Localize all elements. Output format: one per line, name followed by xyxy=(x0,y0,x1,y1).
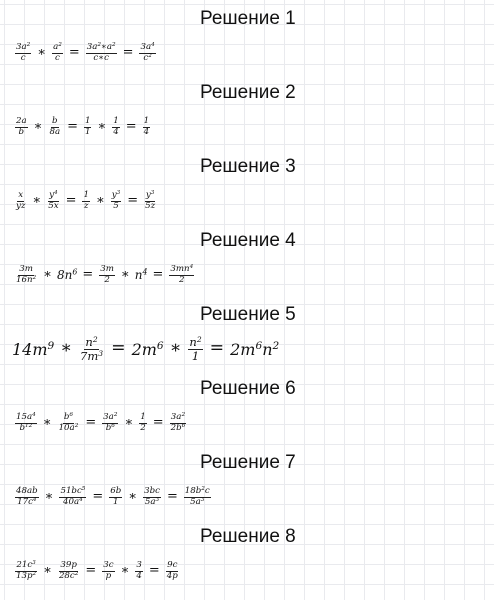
math-text: 3bc xyxy=(144,486,160,497)
equals-sign: = xyxy=(85,414,97,430)
exponent: 6 xyxy=(69,412,74,419)
formula xyxy=(14,552,180,590)
math-text: 1 xyxy=(191,348,200,363)
math-text: 3mn xyxy=(170,264,190,275)
denominator xyxy=(83,202,90,211)
math-text: 8a xyxy=(49,126,61,137)
denominator xyxy=(144,202,156,211)
math-text: x xyxy=(18,190,24,201)
math-text: 2m xyxy=(131,339,157,359)
multiply-sign: ∗ xyxy=(37,44,47,60)
math-text: 48ab xyxy=(16,486,38,497)
exponent: 2 xyxy=(148,52,152,59)
math-text: 15a xyxy=(16,412,33,423)
denominator xyxy=(105,424,116,433)
math-text: 2 xyxy=(140,422,146,433)
denominator xyxy=(166,572,179,581)
formula xyxy=(14,404,187,442)
exponent: 2 xyxy=(113,412,118,419)
math-text: y xyxy=(111,190,117,201)
fraction xyxy=(82,191,90,210)
math-text: 14m xyxy=(12,339,48,359)
denominator xyxy=(20,54,27,63)
denominator xyxy=(92,54,110,63)
fraction xyxy=(111,191,122,210)
denominator xyxy=(191,350,200,362)
multiply-sign: ∗ xyxy=(128,488,138,504)
math-text: n xyxy=(189,335,197,350)
math-text: c xyxy=(204,486,210,497)
denominator xyxy=(16,498,37,507)
denominator xyxy=(15,202,26,211)
equals-sign: = xyxy=(127,192,139,208)
formula xyxy=(14,256,195,294)
fraction xyxy=(15,487,39,506)
denominator xyxy=(79,350,104,362)
math-text: 1 xyxy=(84,126,91,137)
denominator xyxy=(54,54,61,63)
denominator xyxy=(105,572,113,581)
fraction xyxy=(84,117,92,136)
exponent: 2 xyxy=(181,412,186,419)
denominator xyxy=(15,276,37,285)
multiply-sign: ∗ xyxy=(95,192,105,208)
multiply-sign: ∗ xyxy=(32,192,42,208)
math-text: c xyxy=(20,52,26,63)
solution-title: Решение 1 xyxy=(200,8,296,29)
formula xyxy=(14,108,151,146)
math-text: b xyxy=(52,116,58,127)
equals-sign: = xyxy=(125,118,137,134)
fraction xyxy=(170,413,187,432)
math-text: 1 xyxy=(113,116,119,127)
equals-sign: = xyxy=(67,118,78,134)
equals-sign: = xyxy=(152,266,164,282)
math-text: 4 xyxy=(136,570,142,581)
exponent: 6 xyxy=(111,422,115,429)
fraction xyxy=(58,413,80,432)
fraction xyxy=(58,561,79,580)
denominator xyxy=(189,498,205,507)
equals-sign: = xyxy=(85,562,97,578)
math-text: 4 xyxy=(113,126,119,137)
fraction xyxy=(15,265,37,284)
math-text: 3a xyxy=(170,412,182,423)
math-text: b xyxy=(63,412,70,423)
math-text: yz xyxy=(16,200,26,211)
fraction xyxy=(144,191,156,210)
exponent: 4 xyxy=(189,264,194,271)
equals-sign: = xyxy=(92,488,104,504)
math-text: 5x xyxy=(48,200,59,211)
exponent: 4 xyxy=(142,267,148,277)
math-text: n xyxy=(134,268,143,282)
math-text: 3a xyxy=(103,412,114,423)
exponent: 2 xyxy=(97,42,101,49)
multiply-sign: ∗ xyxy=(43,266,52,282)
denominator xyxy=(58,424,80,433)
math-text: 3 xyxy=(136,560,142,571)
monomial xyxy=(12,340,54,359)
fraction xyxy=(79,336,104,361)
exponent: 2 xyxy=(272,339,280,352)
denominator xyxy=(62,498,84,507)
fraction xyxy=(15,561,37,580)
math-text: 10a xyxy=(58,422,75,433)
fraction xyxy=(139,413,147,432)
fraction xyxy=(166,561,179,580)
solution-title: Решение 3 xyxy=(200,156,296,177)
equals-sign: = xyxy=(82,266,94,282)
math-text: 18b xyxy=(184,486,202,497)
math-text: n xyxy=(262,339,273,359)
exponent: 2 xyxy=(58,42,62,49)
math-text: 3a xyxy=(140,42,152,53)
formula xyxy=(14,478,212,516)
monomial xyxy=(230,340,279,359)
exponent: 2 xyxy=(112,42,116,49)
math-text: 39p xyxy=(60,560,77,571)
math-text: 2 xyxy=(104,274,110,285)
math-text: 40a xyxy=(63,496,80,507)
math-text: 7m xyxy=(80,348,99,363)
math-text: 3m xyxy=(100,264,114,275)
math-text: p xyxy=(105,570,112,581)
denominator xyxy=(103,276,111,285)
math-text: 6b xyxy=(110,486,122,497)
exponent: 4 xyxy=(54,190,58,197)
fraction xyxy=(15,191,26,210)
math-text: 5a xyxy=(190,496,201,507)
math-text: n xyxy=(85,335,93,350)
math-text: 28c xyxy=(58,570,75,581)
exponent: 3 xyxy=(116,190,121,197)
math-text: ∗a xyxy=(100,42,112,53)
multiply-sign: ∗ xyxy=(43,562,52,578)
fraction xyxy=(102,413,118,432)
math-text: 5 xyxy=(113,200,119,211)
math-text: y xyxy=(145,190,151,201)
multiply-sign: ∗ xyxy=(120,562,130,578)
exponent: 2 xyxy=(26,42,31,49)
equals-sign: = xyxy=(209,338,225,359)
fraction xyxy=(139,43,155,62)
exponent: 6 xyxy=(255,339,263,352)
exponent: 12 xyxy=(25,422,33,429)
math-text: 21c xyxy=(16,560,33,571)
fraction xyxy=(112,117,120,136)
multiply-sign: ∗ xyxy=(60,338,72,359)
equals-sign: = xyxy=(166,488,178,504)
denominator xyxy=(112,128,120,137)
math-text: 1 xyxy=(113,496,119,507)
math-text: b xyxy=(19,422,26,433)
math-text: b xyxy=(105,422,112,433)
solution-title: Решение 6 xyxy=(200,378,296,399)
math-text: y xyxy=(49,190,55,201)
exponent: 5 xyxy=(81,486,86,493)
math-text: 2b xyxy=(170,422,182,433)
denominator xyxy=(84,128,92,137)
fraction xyxy=(184,487,211,506)
exponent: 3 xyxy=(155,496,160,503)
exponent: 2 xyxy=(32,274,37,281)
denominator xyxy=(15,572,37,581)
denominator xyxy=(143,128,151,137)
fraction xyxy=(102,561,114,580)
exponent: 3 xyxy=(98,348,104,358)
denominator xyxy=(18,424,33,433)
math-text: 1 xyxy=(84,116,91,127)
denominator xyxy=(112,202,120,211)
math-text: 17c xyxy=(17,496,33,507)
math-text: 4p xyxy=(166,570,178,581)
math-text: 2a xyxy=(16,116,27,127)
fraction xyxy=(143,117,151,136)
multiply-sign: ∗ xyxy=(97,118,107,134)
exponent: 6 xyxy=(181,422,186,429)
fraction xyxy=(59,487,86,506)
fraction xyxy=(15,117,28,136)
exponent: 4 xyxy=(151,42,155,49)
multiply-sign: ∗ xyxy=(169,338,182,359)
exponent: 2 xyxy=(74,570,79,577)
equals-sign: = xyxy=(122,44,134,60)
formula xyxy=(12,330,279,368)
math-text: b xyxy=(18,126,25,137)
exponent: 3 xyxy=(150,190,155,197)
multiply-sign: ∗ xyxy=(120,266,130,282)
math-text: 2m xyxy=(230,339,256,359)
math-text: 5z xyxy=(145,200,156,211)
math-text: 8n xyxy=(56,268,73,282)
exponent: 4 xyxy=(32,496,37,503)
solution-title: Решение 5 xyxy=(200,304,296,325)
fraction xyxy=(99,265,115,284)
formula xyxy=(14,182,157,220)
math-text: 1 xyxy=(83,190,89,201)
math-text: 9c xyxy=(167,560,178,571)
exponent: 4 xyxy=(79,496,83,503)
denominator xyxy=(135,572,143,581)
exponent: 2 xyxy=(92,335,98,345)
denominator xyxy=(58,572,79,581)
fraction xyxy=(109,487,122,506)
math-text: c∗c xyxy=(93,52,109,63)
math-text: 3a xyxy=(16,42,27,53)
denominator xyxy=(178,276,186,285)
exponent: 2 xyxy=(32,570,37,577)
fraction xyxy=(47,191,59,210)
math-text: 3c xyxy=(103,560,114,571)
exponent: 3 xyxy=(32,560,36,567)
math-text: 4 xyxy=(143,126,150,137)
multiply-sign: ∗ xyxy=(33,118,43,134)
denominator xyxy=(47,202,59,211)
solution-title: Решение 8 xyxy=(200,526,296,547)
denominator xyxy=(48,128,61,137)
fraction xyxy=(48,117,61,136)
math-text: 13p xyxy=(16,570,33,581)
math-text: 1 xyxy=(143,116,150,127)
math-text: 16n xyxy=(16,274,33,285)
exponent: 6 xyxy=(72,267,78,277)
multiply-sign: ∗ xyxy=(42,414,52,430)
math-text: 51bc xyxy=(60,486,82,497)
formula xyxy=(14,34,157,72)
math-text: 1 xyxy=(140,412,146,423)
equals-sign: = xyxy=(68,44,80,60)
exponent: 3 xyxy=(200,496,205,503)
solution-title: Решение 2 xyxy=(200,82,296,103)
fraction xyxy=(86,43,117,62)
math-text: 3m xyxy=(19,264,33,275)
denominator xyxy=(170,424,187,433)
solution-title: Решение 4 xyxy=(200,230,296,251)
equals-sign: = xyxy=(65,192,77,208)
math-text: c xyxy=(143,52,149,63)
fraction xyxy=(169,265,194,284)
denominator xyxy=(139,424,147,433)
exponent: 4 xyxy=(32,412,36,419)
fraction xyxy=(135,561,143,580)
equals-sign: = xyxy=(111,338,126,359)
denominator xyxy=(112,498,120,507)
fraction xyxy=(15,43,31,62)
exponent: 6 xyxy=(156,339,164,352)
fraction xyxy=(52,43,63,62)
equals-sign: = xyxy=(152,414,164,430)
fraction xyxy=(188,336,202,361)
denominator xyxy=(144,498,160,507)
exponent: 2 xyxy=(201,486,205,493)
solution-title: Решение 7 xyxy=(200,452,296,473)
multiply-sign: ∗ xyxy=(44,488,54,504)
exponent: 2 xyxy=(196,335,202,345)
math-text: 2 xyxy=(179,274,185,285)
fraction xyxy=(15,413,37,432)
math-text: 5a xyxy=(144,496,156,507)
equals-sign: = xyxy=(148,562,160,578)
denominator xyxy=(142,54,152,63)
monomial xyxy=(57,268,77,282)
fraction xyxy=(143,487,161,506)
monomial xyxy=(132,340,164,359)
math-text: c xyxy=(55,52,60,63)
denominator xyxy=(18,128,26,137)
math-text: z xyxy=(83,200,89,211)
math-text: 3a xyxy=(86,42,98,53)
exponent: 2 xyxy=(74,422,79,429)
multiply-sign: ∗ xyxy=(124,414,134,430)
math-text: a xyxy=(53,42,59,53)
exponent: 9 xyxy=(47,339,55,352)
monomial xyxy=(135,268,148,282)
